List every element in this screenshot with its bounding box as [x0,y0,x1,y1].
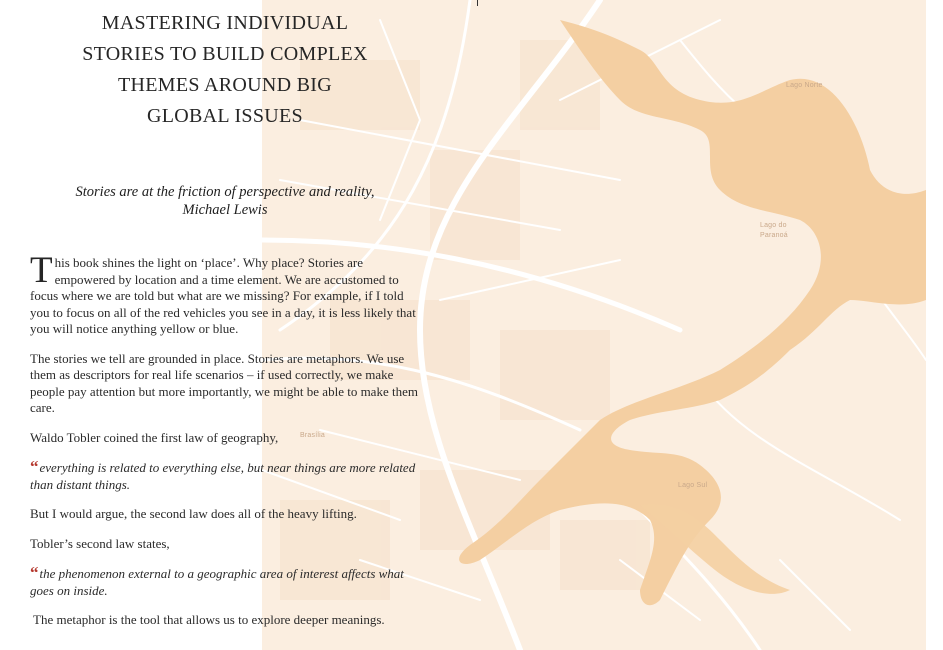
map-label-paranoa: Paranoá [760,232,788,239]
pull-quote-first-law [30,459,420,493]
page-title [40,8,410,132]
title-line-1: MASTERING INDIVIDUAL [101,12,349,34]
paragraph-second-law: But I would argue, the second law does all of the heavy lifting. [30,506,357,521]
epigraph [30,183,420,219]
map-label-lago-norte: Lago Norte [786,82,823,89]
quote-mark-icon: “ [30,457,39,476]
paragraph-tobler-second: Tobler’s second law states, [30,535,170,551]
paragraph-intro [30,250,420,338]
paragraph-stories: The stories we tell are grounded in place. Stories are metaphors. We use them as descriptors for real life scenarios – if used correctly, we make people pay attention but more importantly, we might be able to make them care. [30,350,418,415]
paragraph-metaphor: The metaphor is the tool that allows us to explore deeper meanings. [30,612,385,627]
pull-quote-second-law [30,565,420,599]
title-line-4: GLOBAL ISSUES [147,105,303,127]
title-line-3: THEMES AROUND BIG [118,74,332,96]
quote-mark-icon: “ [30,563,39,582]
epigraph-author: Michael Lewis [182,202,268,218]
drop-cap: T [30,250,53,291]
title-line-2: STORIES TO BUILD COMPLEX [82,43,368,65]
crop-mark [477,0,478,6]
pull-quote-first-law-text: everything is related to everything else, but near things are more related than distant things. [30,460,416,492]
map-label-brasilia: Brasília [300,432,325,439]
pull-quote-second-law-text: the phenomenon external to a geographic area of interest affects what goes on inside. [30,566,404,598]
map-label-lago-do: Lago do [760,222,787,229]
map-label-lago-sul: Lago Sul [678,482,708,489]
body-text [30,250,420,642]
paragraph-intro-text: his book shines the light on ‘place’. Why place? Stories are empowered by location and a time element. We are accustomed to focus where we are told but what are we missing? For example, if I told you to focus on all of the red vehicles you see in a day, it is less likely that you will notice anything yellow or blue. [30,255,416,336]
paragraph-tobler: Waldo Tobler coined the first law of geography, [30,429,279,445]
epigraph-quote: Stories are at the friction of perspective and reality, [75,184,375,200]
right-margin [926,0,943,650]
